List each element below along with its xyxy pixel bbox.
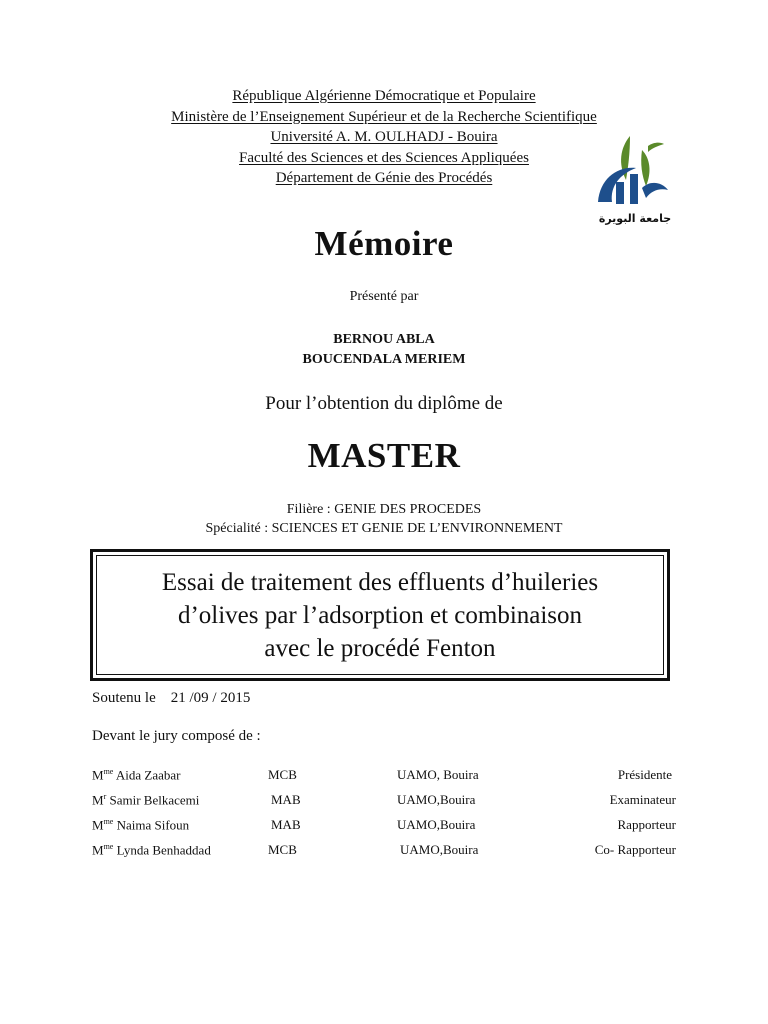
jury-member-name: $M^{me}$ Naima Sifoun: [92, 817, 190, 833]
header-line-ministry: Ministère de l’Enseignement Supérieur et de la Recherche Scientifique: [171, 108, 597, 125]
jury-member-role: Co- Rapporteur: [594, 842, 676, 857]
jury-member-institution: UAMO,Bouira: [400, 842, 479, 857]
university-logo: [590, 128, 680, 228]
jury-member-role: Présidente: [617, 767, 672, 782]
thesis-title-line: d’olives par l’adsorption et combinaison: [177, 601, 583, 629]
specialty-block: [0, 500, 768, 538]
author-name: BERNOU ABLA: [333, 332, 435, 347]
jury-member-grade: MCB: [268, 767, 297, 782]
jury-member-grade: MCB: [268, 842, 297, 857]
jury-row: [92, 817, 692, 837]
thesis-title: [96, 555, 664, 675]
header-line-university: Université A. M. OULHADJ - Bouira: [270, 129, 498, 145]
filiere-line: Filière : GENIE DES PROCEDES: [286, 502, 482, 517]
jury-member-institution: UAMO,Bouira: [397, 817, 476, 832]
jury-row: [92, 767, 692, 787]
jury-member-grade: MAB: [271, 817, 301, 832]
thesis-title-line: Essai de traitement des effluents d’huileries: [161, 568, 599, 596]
specialite-line: Spécialité : SCIENCES ET GENIE DE L’ENVIRONNEMENT: [205, 521, 563, 536]
jury-member-role: Rapporteur: [617, 817, 676, 832]
obtention-label: Pour l’obtention du diplôme de: [265, 393, 503, 414]
jury-intro: Devant le jury composé de :: [92, 728, 261, 744]
jury-member-role: Examinateur: [609, 792, 676, 807]
document-type-title: Mémoire: [314, 224, 454, 263]
header-line-faculty: Faculté des Sciences et des Sciences Appliquées: [239, 149, 529, 166]
jury-member-grade: MAB: [271, 792, 301, 807]
logo-pillar-mid: [630, 174, 638, 204]
jury-member-name: $M^{me}$ Aida Zaabar: [92, 767, 181, 783]
defense-date-line: [92, 690, 250, 707]
logo-pillar-left: [616, 182, 624, 204]
thesis-title-frame: [90, 549, 670, 681]
logo-wave: [642, 183, 668, 198]
defense-label: Soutenu le: [92, 690, 156, 706]
header-line-department: Département de Génie des Procédés: [275, 170, 493, 186]
presented-by-label: Présenté par: [349, 289, 419, 304]
defense-date: 21 /09 / 2015: [170, 690, 251, 706]
jury-member-name: $M^{me}$ Lynda Benhaddad: [92, 842, 211, 858]
header-line-republic: République Algérienne Démocratique et Populaire: [232, 88, 536, 104]
jury-row: [92, 842, 692, 862]
authors-block: [0, 330, 768, 370]
jury-member-institution: UAMO, Bouira: [397, 767, 479, 782]
logo-arabic-text: جامعة البويرة: [598, 212, 672, 225]
degree-title: MASTER: [307, 436, 461, 475]
logo-leaf-right: [641, 150, 649, 186]
jury-member-institution: UAMO,Bouira: [397, 792, 476, 807]
author-name: BOUCENDALA MERIEM: [302, 352, 466, 367]
logo-sprout: [648, 143, 664, 152]
thesis-title-line: avec le procédé Fenton: [264, 634, 496, 662]
jury-row: [92, 792, 692, 812]
jury-member-name: $M^r$ Samir Belkacemi: [92, 792, 200, 808]
